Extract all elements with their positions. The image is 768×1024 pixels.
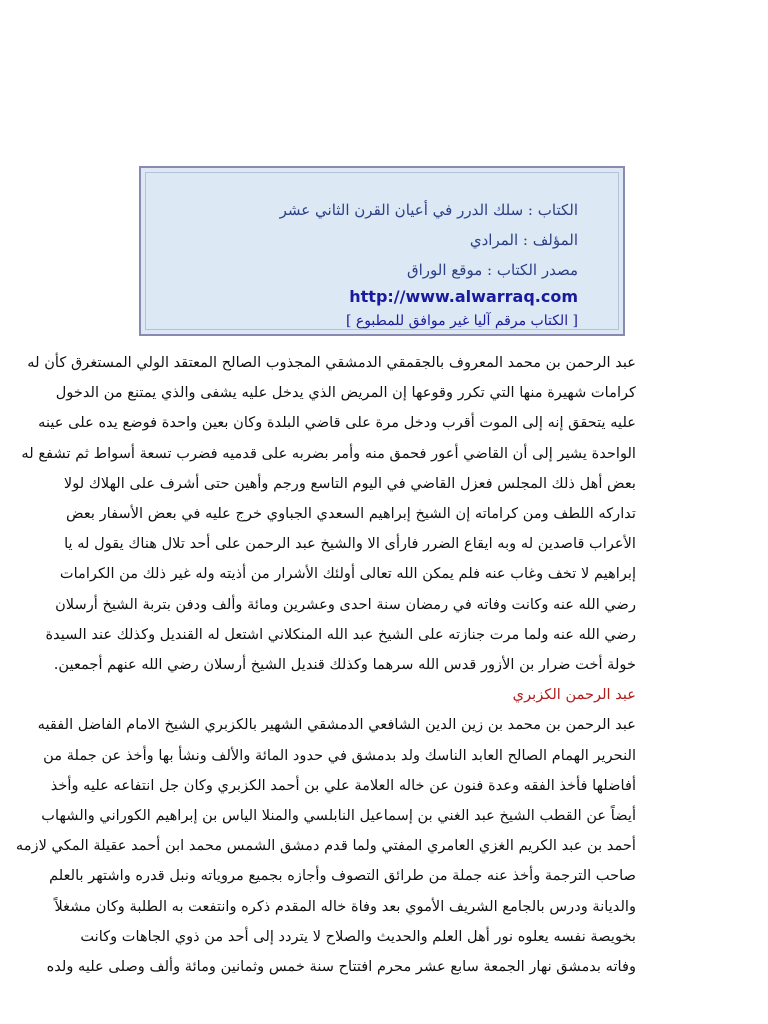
numbering-note: [ الكتاب مرقم آليا غير موافق للمطبوع ] xyxy=(345,313,578,329)
source-line: مصدر الكتاب : موقع الوراق xyxy=(407,261,578,279)
book-title-line: الكتاب : سلك الدرر في أعيان القرن الثاني عشر xyxy=(279,201,578,219)
paragraph-line: عبد الرحمن بن محمد المعروف بالجقمقي الدمشقي المجذوب الصالح المعتقد الولي المستغرق كأن له xyxy=(27,354,636,371)
paragraph-line: أحمد بن عبد الكريم الغزي العامري المفتي ولما قدم دمشق الشمس محمد ابن أحمد عقيلة المكي لازمه xyxy=(15,837,636,855)
paragraph-line: إبراهيم لا تخف وغاب عنه فلم يمكن الله تعالى أولئك الأشرار من أذيته وله غير ذلك من الكرامات xyxy=(59,565,636,583)
paragraph-line: كرامات شهيرة منها التي تكرر وقوعها إن المريض الذي يدخل عليه يشفى والذي يمتنع من الدخول xyxy=(55,384,636,402)
paragraph-line: الأعراب قاصدين له وبه ايقاع الضرر فارأى الا والشيخ عبد الرحمن على أحد تلال هناك يقول له يا xyxy=(64,535,636,553)
paragraph-line: رضي الله عنه وكانت وفاته في رمضان سنة احدى وعشرين ومائة وألف ودفن بتربة الشيخ أرسلان xyxy=(55,595,636,613)
paragraph-line: الواحدة يشير إلى أن القاضي أعور فحمق منه وأمر بضربه على قدميه فضرب تسعة أسواط ثم تشفع له xyxy=(21,444,636,462)
paragraph-line: عبد الرحمن بن محمد بن زين الدين الشافعي الدمشقي الشهير بالكزبري الشيخ الامام الفاضل الفقيه xyxy=(37,716,636,734)
paragraph-line: رضي الله عنه ولما مرت جنازته على الشيخ عبد الله المنكلاني اشتعل له القنديل وكذلك عند السيدة xyxy=(45,625,636,643)
book-info-inner xyxy=(145,172,619,330)
paragraph-line: صاحب الترجمة وأخذ عنه جملة من طرائق التصوف وأجازه بجميع مروياته ونبل قدره واشتهر بالعلم xyxy=(49,867,636,885)
book-info-box xyxy=(139,166,625,336)
paragraph-line: أيضاً عن القطب الشيخ عبد الغني بن إسماعيل النابلسي والمنلا الياس بن إبراهيم الكوراني والشهاب xyxy=(41,807,636,825)
paragraph-line: بخويصة نفسه يعلوه نور أهل العلم والحديث والصلاح لا يتردد إلى أحد من ذوي الجاهات وكانت xyxy=(80,927,636,945)
article-body xyxy=(15,348,636,982)
paragraph-line: والديانة ودرس بالجامع الشريف الأموي بعد وفاة خاله المقدم ذكره وانتفعت به الطلبة وكان مشغلاً xyxy=(54,897,636,915)
author-line: المؤلف : المرادي xyxy=(469,231,578,249)
paragraph-line: تداركه اللطف ومن كراماته إن الشيخ إبراهيم السعدي الجباوي خرج عليه في بعض الأسفار بعض xyxy=(65,505,636,523)
source-url-link[interactable]: http://www.alwarraq.com xyxy=(349,287,578,306)
section-heading: عبد الرحمن الكزبري xyxy=(512,686,636,704)
paragraph-line: بعض أهل ذلك المجلس فعزل القاضي في اليوم التاسع ورجم وأهين حتى أشرف على الهلاك لولا xyxy=(63,474,636,492)
paragraph-line: وفاته بدمشق نهار الجمعة سابع عشر محرم افتتاح سنة خمس وثمانين ومائة وألف وصلى عليه ولده xyxy=(46,958,636,976)
paragraph-line: أفاضلها فأخذ الفقه وعدة فنون عن خاله العلامة علي بن أحمد الكزبري وكان جل انتفاعه عليه وأخذ xyxy=(50,776,636,794)
paragraph-line: النحرير الهمام الصالح العابد الناسك ولد بدمشق في حدود المائة والألف ونشأ بها وأخذ عن جملة من xyxy=(43,746,636,764)
paragraph-line: عليه يتحقق إنه إلى الموت أقرب ودخل مرة على قاضي البلدة وكان بعين واحدة فوضع يده على عينه xyxy=(38,414,636,432)
paragraph-line: خولة أخت ضرار بن الأزور قدس الله سرهما وكذلك قنديل الشيخ أرسلان رضي الله عنهم أجمعين. xyxy=(53,656,636,674)
